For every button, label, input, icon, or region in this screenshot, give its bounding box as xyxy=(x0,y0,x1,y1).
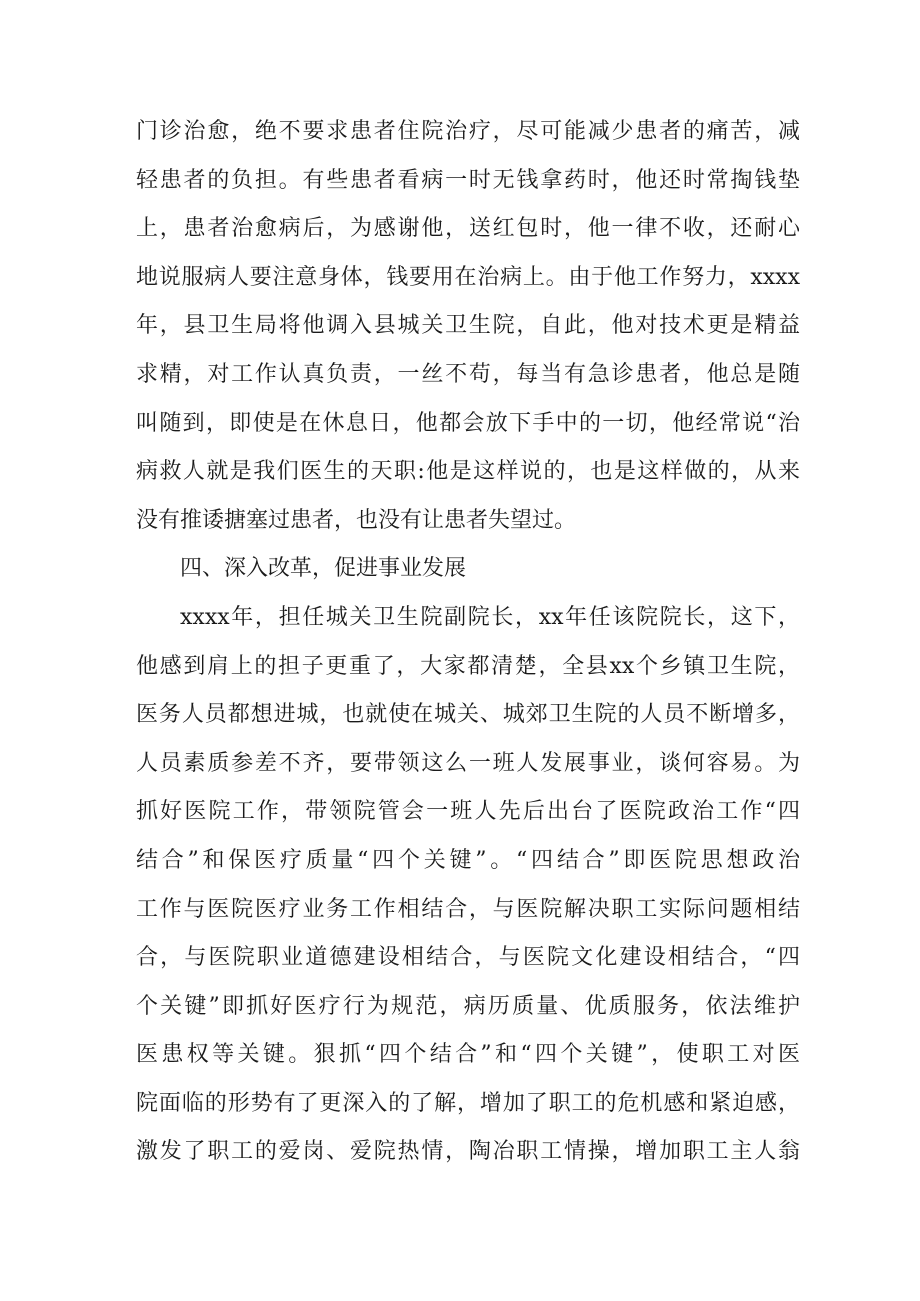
text-line: xxxx年，担任城关卫生院副院长，xx年任该院院长，这下， xyxy=(180,604,800,630)
text-line: 人员素质参差不齐，要带领这么一班人发展事业，谈何容易。为 xyxy=(136,750,800,776)
text-line: 地说服病人要注意身体，钱要用在治病上。由于他工作努力，xxxx xyxy=(136,264,800,290)
text-line: 他感到肩上的担子更重了，大家都清楚，全县xx个乡镇卫生院， xyxy=(136,653,800,679)
text-line: 个关键”即抓好医疗行为规范，病历质量、优质服务，依法维护 xyxy=(136,993,800,1019)
text-line: 门诊治愈，绝不要求患者住院治疗，尽可能减少患者的痛苦，减 xyxy=(136,119,800,144)
text-line: 求精，对工作认真负责，一丝不苟，每当有急诊患者，他总是随 xyxy=(136,361,800,387)
text-line: 没有推诿搪塞过患者，也没有让患者失望过。 xyxy=(136,507,577,533)
text-line: 抓好医院工作，带领院管会一班人先后出台了医院政治工作“四 xyxy=(136,799,800,825)
text-line: 合，与医院职业道德建设相结合，与医院文化建设相结合，“四 xyxy=(136,945,800,971)
body-text xyxy=(136,108,800,1177)
text-line: 年，县卫生局将他调入县城关卫生院，自此，他对技术更是精益 xyxy=(136,313,800,339)
text-line: 上，患者治愈病后，为感谢他，送红包时，他一律不收，还耐心 xyxy=(136,216,800,242)
text-line: 轻患者的负担。有些患者看病一时无钱拿药时，他还时常掏钱垫 xyxy=(136,167,800,193)
text-line: 医务人员都想进城，也就使在城关、城郊卫生院的人员不断增多， xyxy=(136,702,800,728)
text-line: 激发了职工的爱岗、爱院热情，陶冶职工情操，增加职工主人翁 xyxy=(136,1139,800,1165)
text-line: 医患权等关键。狠抓“四个结合”和“四个关键”，使职工对医 xyxy=(136,1042,800,1068)
section-heading: 四、深入改革，促进事业发展 xyxy=(180,556,467,582)
text-line: 病救人就是我们医生的天职:他是这样说的，也是这样做的，从来 xyxy=(136,459,800,485)
text-line: 叫随到，即使是在休息日，他都会放下手中的一切，他经常说“治 xyxy=(136,410,800,436)
text-line: 工作与医院医疗业务工作相结合，与医院解决职工实际问题相结 xyxy=(136,896,800,922)
text-line: 结合”和保医疗质量“四个关键”。“四结合”即医院思想政治 xyxy=(136,847,800,873)
text-line: 院面临的形势有了更深入的了解，增加了职工的危机感和紧迫感， xyxy=(136,1090,800,1116)
